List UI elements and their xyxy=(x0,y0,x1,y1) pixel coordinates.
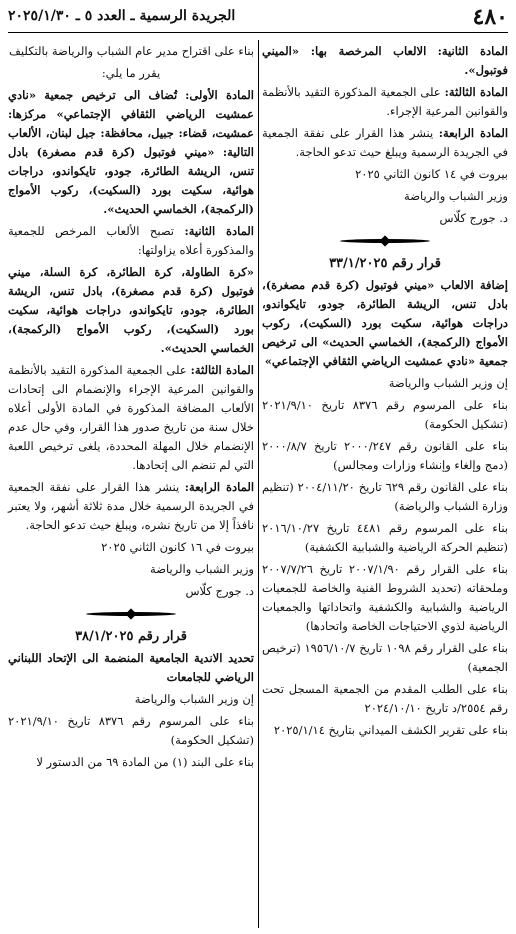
article-3: المادة الثالثة: على الجمعية المذكورة التقيد بالأنظمة والقوانين المرعية الإجراء والإنضمام الى إتحادات الألعاب المضافة المذكورة في المادة الأولى أعلاه خلال سنة من تاريخ صدور هذا القرار، وفي حال عدم الإنضمام خلال المهلة المحددة، يلغى ترخيص اللعبة التي لم تنضم الى إتحادها. xyxy=(8,363,254,472)
preamble: إن وزير الشباب والرياضة xyxy=(134,692,254,706)
decides-heading: يقرر ما يلي: xyxy=(101,66,161,80)
recital-item: بناء على المرسوم رقم ٨٣٧٦ تاريخ ٢٠٢١/٩/١٠ (تشكيل الحكومة) xyxy=(8,714,254,747)
decision-subject: تحديد الاندية الجامعية المنضمة الى الإتحاد اللبناني الرياضي للجامعات xyxy=(8,651,254,684)
article-3: المادة الثالثة: على الجمعية المذكورة التقيد بالأنظمة والقوانين المرعية الإجراء. xyxy=(262,85,508,118)
header-rule xyxy=(8,32,508,33)
article-4: المادة الرابعة: ينشر هذا القرار على نفقة الجمعية في الجريدة الرسمية ويبلغ حيث تدعو الحاجة. xyxy=(262,126,509,159)
article-2: المادة الثانية: تصبح الألعاب المرخص للجمعية والمذكورة أعلاه يزاولتها: xyxy=(8,224,254,257)
signing-date: بيروت في ١٦ كانون الثاني ٢٠٢٥ xyxy=(101,540,254,554)
minister-signature: د. جورج كلّاس xyxy=(439,211,508,225)
recital-item: بناء على المرسوم رقم ٨٣٧٦ تاريخ ٢٠٢١/٩/١٠ (تشكيل الحكومة) xyxy=(262,398,508,431)
minister-title: وزير الشباب والرياضة xyxy=(404,189,508,203)
decision-subject: إضافة الالعاب «ميني فوتبول (كرة قدم مصغرة)، بادل تنس، الريشة الطائرة، جودو، تايكواندو، دراجات هوائية، سكيت بورد (السكيت)، ركوب الأمواج (الركمجة)، الخماسي الحديث» الى ترخيص جمعية «نادي عمشيت الرياضي الثقافي الإجتماعي» xyxy=(262,278,508,368)
decision-title: قرار رقم ٣٨/١/٢٠٢٥ xyxy=(75,629,187,644)
gazette-title: الجريدة الرسمية ـ العدد ٥ ـ ٢٠٢٥/١/٣٠ xyxy=(8,8,236,24)
recital-item: بناء على القرار رقم ١٠٩٨ تاريخ ١٩٥٦/١٠/٧ (ترخيص الجمعية) xyxy=(262,641,508,674)
section-divider xyxy=(262,234,508,248)
minister-signature: د. جورج كلّاس xyxy=(185,584,254,598)
signing-date: بيروت في ١٤ كانون الثاني ٢٠٢٥ xyxy=(355,167,508,181)
games-list: «كرة الطاولة، كرة الطائرة، كرة السلة، ميني فوتبول (كرة قدم مصغرة)، بادل تنس، الريشة الطائرة، جودو، تايكواندو، دراجات هوائية، سكيت بورد (السكيت)، ركوب الأمواج (الركمجة)، الخماسي الحديث». xyxy=(8,265,254,355)
recital-item: بناء على تقرير الكشف الميداني بتاريخ ٢٠٢٥/١/١٤ xyxy=(273,723,508,737)
page-number: ٤٨٠ xyxy=(472,4,508,30)
decision-title: قرار رقم ٣٣/١/٢٠٢٥ xyxy=(329,256,441,271)
minister-title: وزير الشباب والرياضة xyxy=(150,562,254,576)
article-4: المادة الرابعة: ينشر هذا القرار على نفقة الجمعية في الجريدة الرسمية خلال مدة ثلاثة أشهر، ولا يعتبر نافذاً إلا من تاريخ نشره، ويبلغ حيث تدعو الحاجة. xyxy=(8,480,255,532)
recital-item: بناء على البند (١) من المادة ٦٩ من الدستور لا xyxy=(36,755,254,769)
recital-item: بناء على المرسوم رقم ٤٤٨١ تاريخ ٢٠١٦/١٠/٢٧ (تنظيم الحركة الرياضية والشبابية الكشفية) xyxy=(262,521,508,554)
page-header xyxy=(8,4,508,34)
article-2: المادة الثانية: الالعاب المرخصة بها: «الميني فوتبول». xyxy=(262,44,508,77)
right-column xyxy=(262,42,508,743)
section-divider xyxy=(8,607,254,621)
recital-item: بناء على القرار رقم ٢٠٠٧/١/٩٠ تاريخ ٢٠٠٧/٧/٢٦ وملحقاته (تحديد الشروط الفنية والخاصة للجمعيات الرياضية والشبابية والكشفية واتحاداتها والجمعيات الرياضية لذوي الاحتياجات الخاصة واتحادها) xyxy=(262,562,508,633)
preamble: إن وزير الشباب والرياضة xyxy=(388,376,508,390)
recital-item: بناء على القانون رقم ٦٢٩ تاريخ ٢٠٠٤/١١/٢٠ (تنظيم وزارة الشباب والرياضة) xyxy=(262,480,508,513)
column-separator xyxy=(258,40,259,928)
recital-item: بناء على القانون رقم ٢٠٠٠/٢٤٧ تاريخ ٢٠٠٠/٨/٧ (دمج وإلغاء وإنشاء وزارات ومجالس) xyxy=(262,439,508,472)
proposal-intro: بناء على اقتراح مدير عام الشباب والرياضة بالتكليف xyxy=(9,44,254,58)
left-column xyxy=(8,42,254,775)
recital-item: بناء على الطلب المقدم من الجمعية المسجل تحت رقم ٢٥٥٤/د تاريخ ٢٠٢٤/١٠/١٠ xyxy=(262,682,508,715)
article-1: المادة الأولى: تُضاف الى ترخيص جمعية «نادي عمشيت الرياضي الثقافي الإجتماعي» مركزها: عمشيت، قضاء: جبيل، محافظة: جبل لبنان، الألعاب التالية: «ميني فوتبول (كرة قدم مصغرة) بادل تنس، الريشة الطائرة، جودو، تايكواندو، دراجات هوائية، سكيت بورد (السكيت)، ركوب الأمواج (الركمجة)، الخماسي الحديث». xyxy=(8,88,254,216)
